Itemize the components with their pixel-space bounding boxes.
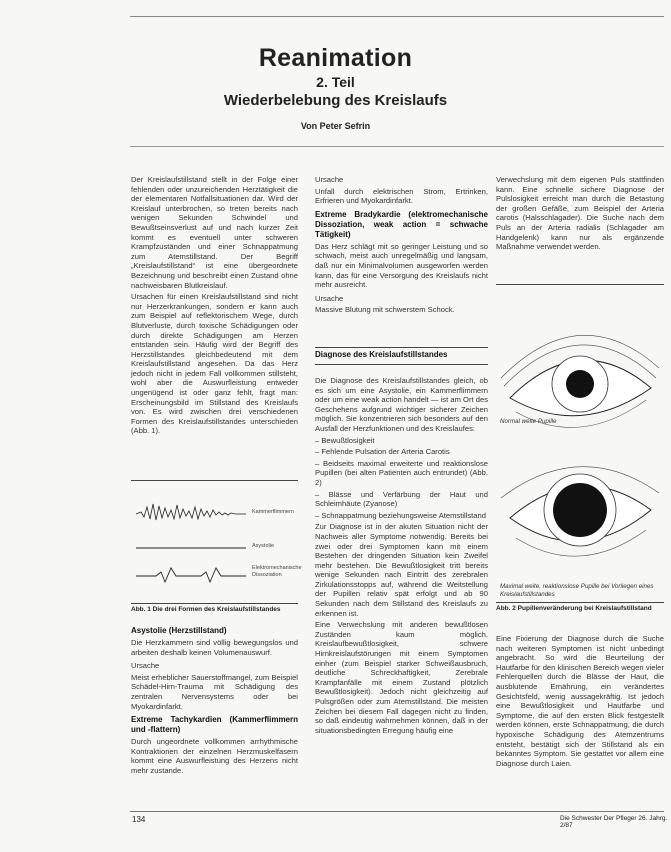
column-right (496, 175, 664, 254)
page-heading: Wiederbelebung des Kreislaufs (223, 92, 448, 109)
ursache-paragraph-2: Unfall durch elektrischen Strom, Ertrinken, Erfrieren und Myokardinfarkt. (315, 186, 488, 206)
asystolie-paragraph: Die Herzkammern sind völlig bewegungslos und arbeiten deshalb keinen Volumenauswurf. (131, 638, 298, 657)
eye-dilated-drawing (501, 467, 659, 556)
figure2-caption: Abb. 2 Pupillenveränderung bei Kreislaufstillstand (496, 605, 652, 612)
symptom-item: – Fehlende Pulsation der Arteria Carotis (315, 447, 450, 457)
figure2-bottom-rule (496, 602, 664, 603)
figure1-top-rule (131, 480, 298, 481)
column-left (131, 175, 298, 438)
author-line: Von Peter Sefrin (300, 121, 371, 131)
top-rule (130, 16, 664, 17)
diagnose-paragraph-2: Zur Diagnose ist in der akuten Situation nicht der Nachweis aller Symptome notwendig. Bereits bei zwei oder drei Symptomen kann mit einem Bestehen der dringenden Situation kein Zweifel mehr bestehen. Die Bewußtlosigkeit tritt bereits wenige Sekunden nach Eintritt des zerebralen Zirkulationsstopps auf, während die Weitstellung der Pupillen relativ spät erfolgt und ab 90 Sekunden nach dem Stillstand des Kreislaufs zu erkennen ist. (315, 522, 488, 618)
column-middle (315, 175, 488, 317)
diagnose-bottom-rule (315, 364, 488, 365)
diagnose-paragraph-3: Eine Verwechslung mit anderen bewußtlosen Zuständen kaum möglich. Kreislaufbewußtlosigkeit, schwere Hirnkreislaufstörungen mit einem Symptomen einher (zum Beispiel starker Schweißausbruch, deutliche Schreckhaftigkeit, Zerebrale Krampfanfälle mit einem Zustand plötzlich Bewußtlosigkeit). Jedoch nicht gleichzeitig auf Pulsgrößen oder zum Atemstillstand. Die meisten Zeichen bei diesem Fall dagegen nicht zu finden, so daß eindeutig wahrnehmen können, daß in der situationsbedingten Erregung häufig eine (315, 620, 488, 735)
figure1-caption: Abb. 1 Die drei Formen des Kreislaufstillstandes (131, 606, 281, 613)
ursache-label: Ursache (131, 661, 160, 671)
diagnose-top-rule (315, 347, 488, 348)
causes-paragraph: Ursachen für einen Kreislaufstillstand sind nicht nur Herzerkrankungen, sondern er kann auch zum Beispiel auf reflektorischem Wege, durch Blutverluste, durch toxische Schädigungen oder durch direkte Schädigungen am Herzen entstanden sein. Häufig wird der Begriff des Herzstillstandes gleichbedeutend mit dem Kreislaufstillstand angesehen. Da das Herz jedoch nicht in jedem Fall vollkommen stillsteht, wohl aber die Auswurfleistung entweder ungenügend ist oder ganz fehlt, fragt man: Erscheinungsbild im Stillstand des Kreislaufs von. Es wird zwischen drei verschiedenen Formen des Kreislaufstillstandes unterschieden (Abb. 1). (131, 292, 298, 436)
tachykardie-heading: Extreme Tachykardien (Kammerflimmern und -flattern) (131, 715, 298, 735)
ecg-label-asystolie: Asystolie (252, 543, 275, 549)
page-number: 134 (132, 815, 146, 824)
bradykardie-paragraph: Das Herz schlägt mit so geringer Leistung und so schwach, meist auch unregelmäßig und langsam, daß nur ein Minimalvolumen ausgeworfen werden kann, das für eine Versorgung des Kreislaufs nicht mehr ausreicht. (315, 241, 488, 290)
figure2-top-rule (496, 284, 664, 285)
diagnose-paragraph: Die Diagnose des Kreislaufstillstandes gleich, ob es sich um eine Asystolie, ein Kammerflimmern oder um eine weak action handelt — ist am Ort des Geschehens aufgrund wichtiger sicherer Zeichen möglich. Sie konzentrieren sich besonders auf den Ausfall der Herzfunktionen und des Kreislaufes: (315, 376, 488, 433)
pupil-normal (566, 370, 594, 398)
puls-paragraph: Verwechslung mit dem eigenen Puls stattfinden kann. Eine schnelle sichere Diagnose der Pulslosigkeit erreicht man durch die Betastung der großen Gefäße, zum Beispiel der Arteria carotis (Halsschlagader). Die Suche nach dem Puls an der Arteria radialis (Schlagader am Handgelenk) kann nur als ergänzende Maßnahme verwendet werden. (496, 175, 664, 252)
ecg-label-flimmern: Kammerflimmern (252, 509, 294, 515)
symptom-item: – Bewußtlosigkeit (315, 435, 375, 445)
page-title: Reanimation (258, 44, 413, 72)
asystolie-heading: Asystolie (Herzstillstand) (131, 626, 227, 635)
tachykardie-paragraph: Durch ungeordnete vollkommen arrhythmische Kontraktionen der einzelnen Herzmuskelfasern kommt eine Auswurfleistung des Herzens nicht mehr zustande. (131, 737, 298, 775)
eye-dilated-label: Maximal weite, reaktionslose Pupille bei Vorliegen eines Kreislaufstillstandes (500, 583, 654, 598)
ecg-trace-flimmern (136, 504, 246, 520)
ecg-trace-dissoziation (136, 568, 246, 582)
ursache-label-3: Ursache (315, 293, 344, 303)
symptom-item: – Blässe und Verfärbung der Haut und Schleimhäute (Zyanose) (315, 489, 488, 509)
eye-normal-drawing (501, 335, 659, 427)
diagnose-heading: Diagnose des Kreislaufstillstandes (315, 350, 448, 359)
eye-normal-label: Normal weite Pupille (500, 418, 557, 425)
pupil-dilated (553, 483, 607, 537)
ursache-paragraph: Meist erheblicher Sauerstoffmangel, zum Beispiel Schädel-Hirn-Trauma mit Schädigung des zentralen Nervensystems oder bei Myokardinfarkt. (131, 672, 298, 711)
column-left-lower (131, 626, 298, 778)
figure1-bottom-rule (131, 603, 298, 604)
header-divider (130, 146, 664, 147)
eye-figure (496, 288, 664, 606)
page-subtitle: 2. Teil (316, 74, 355, 90)
ursache-label-2: Ursache (315, 175, 344, 184)
ecg-label-dissoziation: Elektromechanische Dissoziation (252, 565, 302, 578)
column-right-lower (496, 634, 664, 770)
magazine-footer: Die Schwester Der Pfleger 26. Jahrg. 2/87 (560, 815, 668, 829)
bradykardie-heading: Extreme Bradykardie (elektromechanische Dissoziation, weak action = schwache Tätigkeit) (315, 209, 488, 239)
ursache-paragraph-3: Massive Blutung mit schwerstem Schock. (315, 305, 455, 315)
footer-rule (130, 811, 664, 812)
column-middle-lower (315, 376, 488, 737)
intro-paragraph: Der Kreislaufstillstand stellt in der Folge einer fehlenden oder unzureichenden Herztätigkeit die der elementaren Notfallsituationen dar. Wird der Kreislauf unterbrochen, so treten bereits nach wenigen Sekunden Schwindel und Bewußtseinsverlust auf und nach kurzer Zeit kommt es eventuell unter schweren Krampfzuständen und einer Schnappatmung zum Atemstillstand. Der Begriff „Kreislaufstillstand“ ist eine übergeordnete Bezeichnung und beschreibt einen Zustand ohne nachweisbaren Blutkreislauf. (131, 175, 298, 290)
symptom-item: – Schnappatmung beziehungsweise Atemstillstand (315, 510, 486, 520)
diagnose-fixierung-paragraph: Eine Fixierung der Diagnose durch die Suche nach weiteren Symptomen ist nicht unbedingt angebracht. So wird die Beurteilung der Hautfarbe für den klinischen Bereich wegen vieler Fehlerquellen durch die Blässe der Haut, die ausblutende Ernährung, ein verändertes Gesichtsfeld, wenig aussagekräftig. Ist jedoch eine Bewußtlosigkeit und Hautfarbe und Symptome, die auf den ersten Blick festgestellt werden können, erste Schnappatmung, die durch hypoxische Schädigung des Atemzentrums entsteht, bestätigt sich der Stillstand als ein bekanntes Symptom. Sie gestattet vor allem eine Diagnose durch Laien. (496, 634, 664, 768)
symptom-item: – Beidseits maximal erweiterte und reaktionslose Pupillen (bei alten Patienten auch entrundet) (Abb. 2) (315, 458, 488, 487)
